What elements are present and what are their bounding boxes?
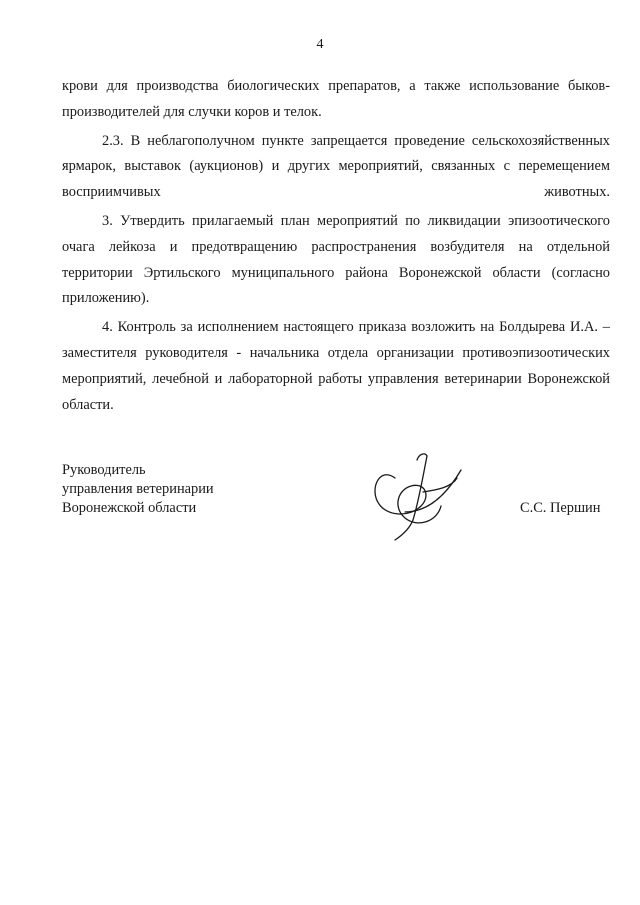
position-line-3: Воронежской области — [62, 500, 197, 516]
page-number: 4 — [316, 37, 324, 52]
position-line-2: управления ветеринарии — [62, 481, 214, 497]
paragraph-4: 4. Контроль за исполнением настоящего приказа возложить на Болдырева И.А. – заместителя руководителя - начальника отдела организации противоэпизоотических мероприятий, лечебной и лабораторной работы управления ветеринарии Воронежской области. — [62, 319, 610, 413]
paragraph-2-3: 2.3. В неблагополучном пункте запрещается проведение сельскохозяйственных ярмарок, выставок (аукционов) и других мероприятий, связанных с перемещением восприимчивых животных. — [62, 132, 610, 201]
paragraph-continuation: крови для производства биологических препаратов, а также использование быков-производителей для случки коров и телок. — [62, 78, 610, 120]
document-body — [62, 74, 610, 418]
position-line-1: Руководитель — [62, 462, 146, 478]
handwritten-signature-icon — [365, 448, 465, 543]
signer-name: С.С. Першин — [520, 500, 601, 516]
signatory-position — [62, 461, 214, 518]
paragraph-3: 3. Утвердить прилагаемый план мероприятий по ликвидации эпизоотического очага лейкоза и предотвращению распространения возбудителя на отдельной территории Эртильского муниципального района Воронежской области (согласно приложению). — [62, 212, 610, 307]
